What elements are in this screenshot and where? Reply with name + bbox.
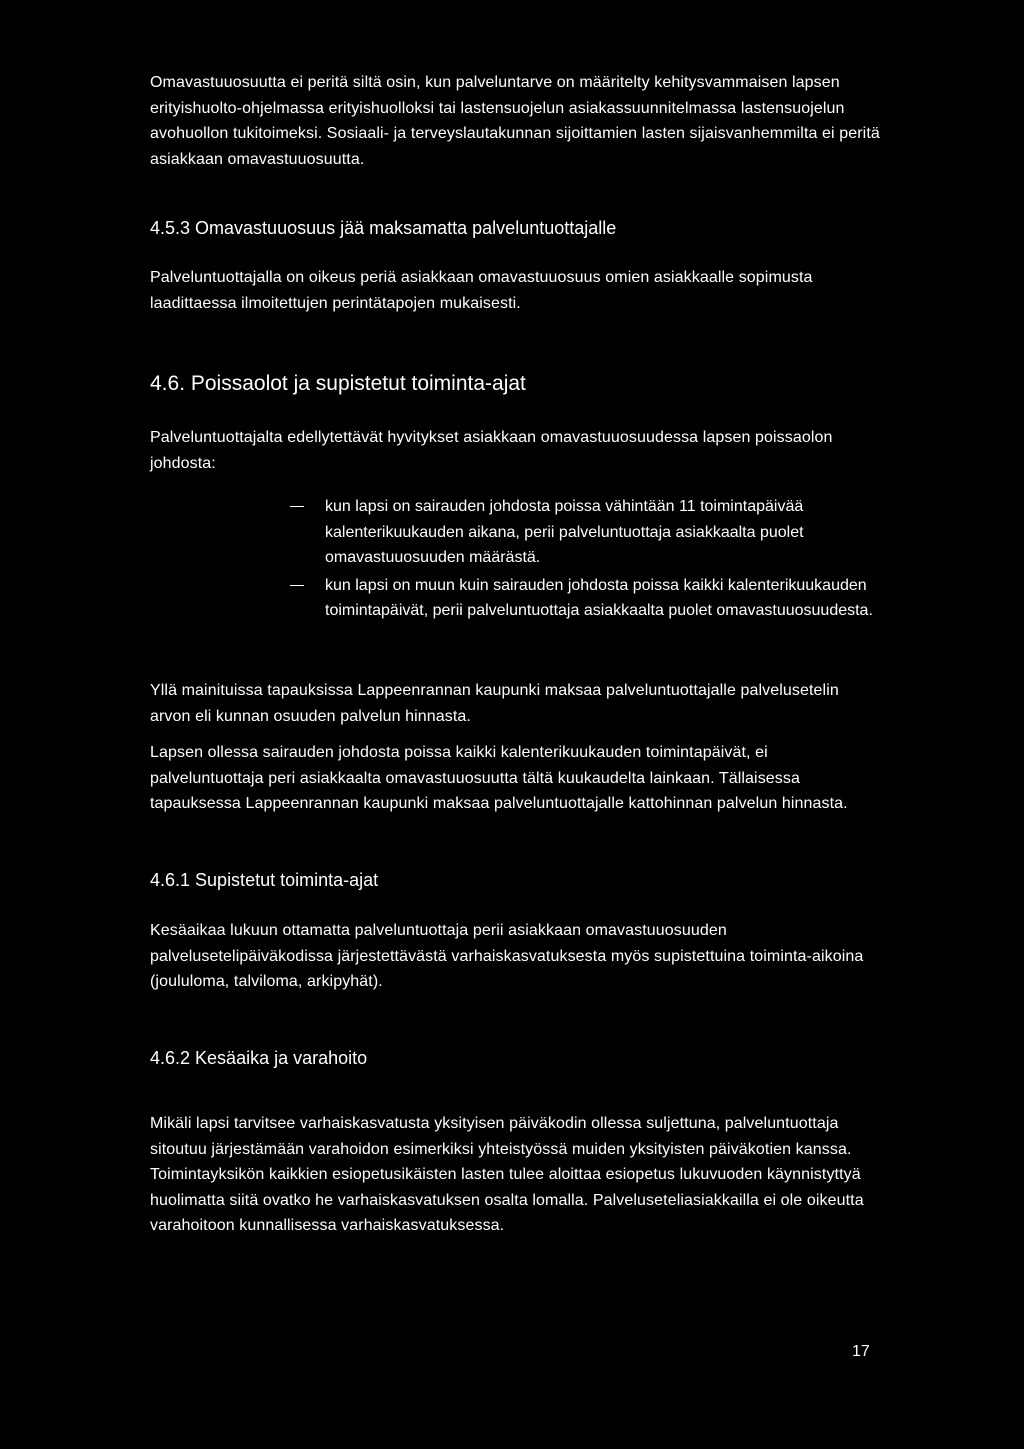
list-item-text: kun lapsi on muun kuin sairauden johdosta poissa kaikki kalenterikuukauden toimintapäivät, perii palveluntuottaja asiakkaalta puolet omavastuuosuudesta.: [325, 576, 873, 619]
heading-4-5-3: 4.5.3 Omavastuuosuus jää maksamatta palveluntuottajalle: [150, 218, 617, 238]
heading-4-6: 4.6. Poissaolot ja supistetut toiminta-ajat: [150, 372, 526, 395]
list-item: [290, 573, 890, 624]
paragraph-4-6-2: Mikäli lapsi tarvitsee varhaiskasvatusta yksityisen päiväkodin ollessa suljettuna, palveluntuottaja sitoutuu järjestämään varahoidon esimerkiksi yhteistyössä muiden yksityisten päiväkotien kanssa. Toimintayksikön kaikkien esiopetusikäisten lasten tulee aloittaa esiopetus lukuvuoden käynnistyttyä huolimatta siitä ovatko he varhaiskasvatuksen osalta lomalla. Palveluseteliasiakkailla ei ole oikeutta varahoitoon kunnallisessa varhaiskasvatuksessa.: [150, 1115, 864, 1234]
list-item: [290, 494, 890, 571]
paragraph-4-5-3: Palveluntuottajalla on oikeus periä asiakkaan omavastuuosuus omien asiakkaalle sopimusta laadittaessa ilmoitettujen perintätapojen mukaisesti.: [150, 269, 813, 312]
paragraph-ylla: Yllä mainituissa tapauksissa Lappeenrannan kaupunki maksaa palveluntuottajalle palvelusetelin arvon eli kunnan osuuden palvelun hinnasta.: [150, 682, 839, 725]
paragraph-lapsen: Lapsen ollessa sairauden johdosta poissa kaikki kalenterikuukauden toimintapäivät, ei palveluntuottaja peri asiakkaalta omavastuuosuutta tältä kuukaudelta lainkaan. Tällaisessa tapauksessa Lappeenrannan kaupunki maksaa palveluntuottajalle kattohinnan palvelun hinnasta.: [150, 744, 848, 812]
paragraph-4-6-1: Kesäaikaa lukuun ottamatta palveluntuottaja perii asiakkaan omavastuuosuuden palvelusetelipäiväkodissa järjestettävästä varhaiskasvatuksesta myös supistettuina toiminta-aikoina (joululoma, talviloma, arkipyhät).: [150, 922, 864, 990]
dash-bullet-icon: [290, 506, 304, 507]
paragraph-4-6: Palveluntuottajalta edellytettävät hyvitykset asiakkaan omavastuuosuudessa lapsen poissaolon johdosta:: [150, 429, 833, 472]
heading-4-6-1: 4.6.1 Supistetut toiminta-ajat: [150, 870, 379, 890]
page-number: 17: [852, 1343, 870, 1360]
dash-bullet-icon: [290, 585, 304, 586]
absence-list: [290, 494, 890, 626]
list-item-text: kun lapsi on sairauden johdosta poissa vähintään 11 toimintapäivää kalenterikuukauden aikana, perii palveluntuottaja asiakkaalta puolet omavastuuosuuden määrästä.: [325, 498, 804, 566]
intro-paragraph: Omavastuuosuutta ei peritä siltä osin, kun palveluntarve on määritelty kehitysvammaisen lapsen erityishuolto-ohjelmassa erityishuolloksi tai lastensuojelun asiakassuunnitelmassa lastensuojelun avohuollon tukitoimeksi. Sosiaali- ja terveyslautakunnan sijoittamien lasten sijaisvanhemmilta ei peritä asiakkaan omavastuuosuutta.: [150, 74, 880, 168]
heading-4-6-2: 4.6.2 Kesäaika ja varahoito: [150, 1048, 368, 1068]
